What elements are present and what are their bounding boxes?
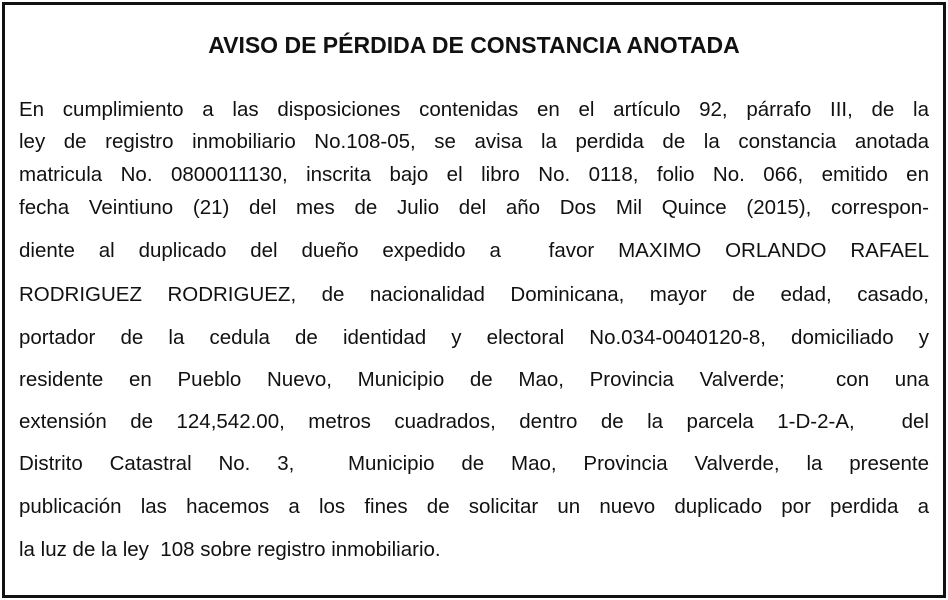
notice-line	[19, 238, 929, 264]
notice-line-text: extensión de 124,542.00, metros cuadrados, dentro de la parcela 1-D-2-A, del	[19, 410, 929, 433]
notice-line-text: portador de la cedula de identidad y electoral No.034-0040120-8, domiciliado y	[19, 326, 929, 349]
notice-frame	[2, 2, 946, 598]
notice-line	[19, 451, 929, 477]
notice-line-text: publicación las hacemos a los fines de solicitar un nuevo duplicado por perdida a	[19, 495, 929, 518]
notice-line-text: ley de registro inmobiliario No.108-05, se avisa la perdida de la constancia anotada	[19, 130, 929, 153]
notice-title: AVISO DE PÉRDIDA DE CONSTANCIA ANOTADA	[208, 32, 740, 58]
notice-line	[19, 129, 929, 155]
notice-line	[19, 537, 929, 563]
notice-line-text: diente al duplicado del dueño expedido a favor MAXIMO ORLANDO RAFAEL	[19, 239, 929, 262]
notice-line	[19, 162, 929, 188]
notice-line	[19, 195, 929, 221]
notice-line-text: matricula No. 0800011130, inscrita bajo el libro No. 0118, folio No. 066, emitido en	[19, 163, 929, 186]
notice-line	[19, 494, 929, 520]
notice-line-text: residente en Pueblo Nuevo, Municipio de Mao, Provincia Valverde; con una	[19, 368, 929, 391]
notice-line-text: fecha Veintiuno (21) del mes de Julio del año Dos Mil Quince (2015), correspon-	[19, 196, 929, 219]
notice-line-text: Distrito Catastral No. 3, Municipio de Mao, Provincia Valverde, la presente	[19, 452, 929, 475]
notice-line	[19, 367, 929, 393]
notice-line-text: la luz de la ley 108 sobre registro inmobiliario.	[19, 538, 441, 561]
notice-line-text: RODRIGUEZ RODRIGUEZ, de nacionalidad Dominicana, mayor de edad, casado,	[19, 283, 929, 306]
notice-line	[19, 97, 929, 123]
notice-line-text: En cumplimiento a las disposiciones contenidas en el artículo 92, párrafo III, de la	[19, 98, 929, 121]
notice-line	[19, 325, 929, 351]
notice-line	[19, 282, 929, 308]
notice-line	[19, 409, 929, 435]
